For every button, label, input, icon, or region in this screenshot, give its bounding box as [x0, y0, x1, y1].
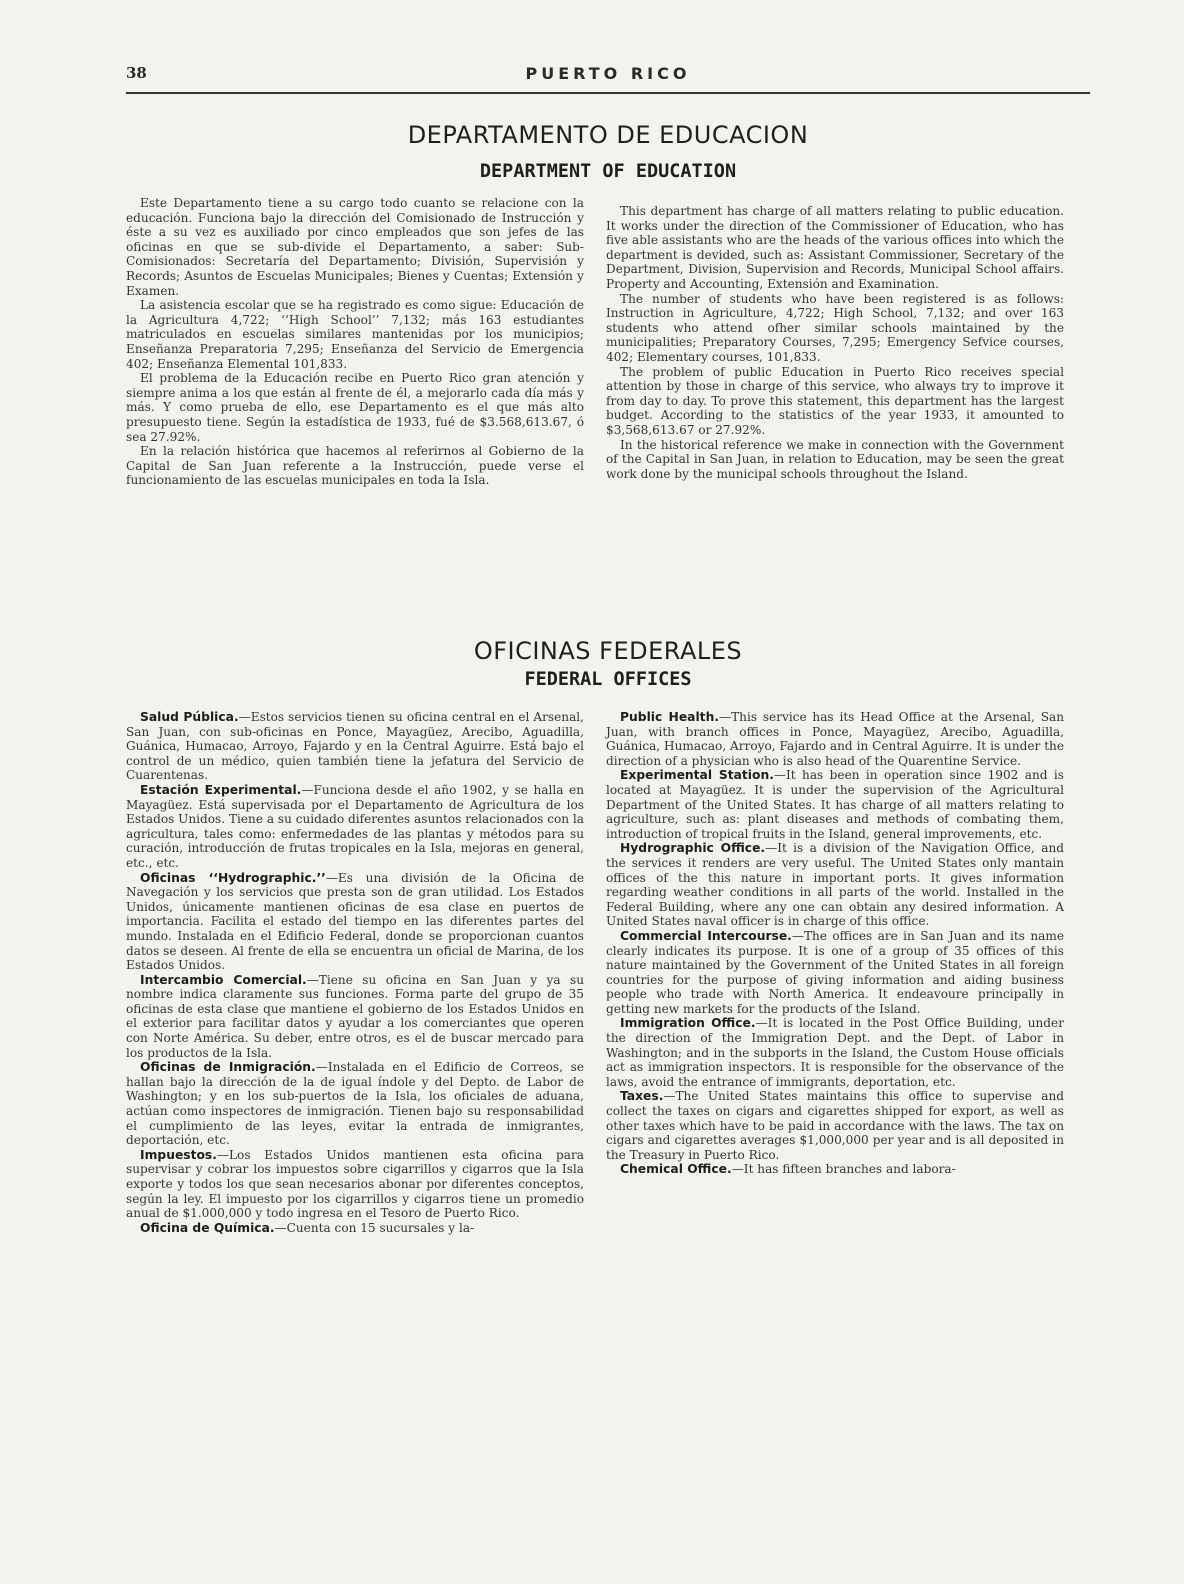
education-en-paragraph: The problem of public Education in Puerto Rico receives special attention by those in charge of this service, who always try to improve it from day to day. To prove this statement, this department has the largest budget. According to the statistics of the year 1933, it amounted to $3,568,613.67 or 27.92%.	[606, 364, 1064, 437]
education-spanish-column	[126, 196, 584, 488]
federal-en-entry	[606, 1016, 1064, 1089]
federal-es-entry	[126, 1221, 584, 1236]
entry-heading: Oficinas ‘‘Hydrographic.’’	[140, 870, 326, 885]
entry-text: —It has fifteen branches and labora-	[731, 1162, 956, 1177]
education-es-paragraph: En la relación histórica que hacemos al referirnos al Gobierno de la Capital de San Juan referente a la Instrucción, puede verse el funcionamiento de las escuelas municipales en toda la Isla.	[126, 444, 584, 488]
education-es-paragraph: Este Departamento tiene a su cargo todo cuanto se relacione con la educación. Funciona bajo la dirección del Comisionado de Instrucción y éste a su vez es auxiliado por cinco empleados que son jefes de las oficinas en que se sub-divide el Departamento, a saber: Sub-Comisionados: Secretaría del Departamento; División, Supervisión y Records; Asuntos de Escuelas Municipales; Bienes y Cuentas; Extensión y Examen.	[126, 196, 584, 298]
entry-heading: Public Health.	[620, 710, 719, 724]
entry-text: —This service has its Head Office at the Arsenal, San Juan, with branch offices in Ponce, Mayagüez, Arecibo, Aguadilla, Guánica, Humacao, Arroyo, Fajardo and in Central Aguirre. It is under the direction of a physician who is also head of the Quarentine Service.	[606, 710, 1064, 768]
page-number: 38	[126, 64, 147, 82]
federal-en-entry	[606, 1089, 1064, 1162]
federal-es-entry	[126, 783, 584, 871]
entry-text: —Estos servicios tienen su oficina central en el Arsenal, San Juan, con sub-oficinas en Ponce, Mayagüez, Arecibo, Aguadilla, Guánica, Humacao, Arroyo, Fajardo y en la Central Aguirre. Está bajo el control de un médico, quien también tiene la jefatura del Servicio de Cuarentenas.	[126, 710, 584, 783]
federal-es-entry	[126, 710, 584, 783]
education-en-paragraph: In the historical reference we make in connection with the Government of the Capital in San Juan, in relation to Education, may be seen the great work done by the municipal schools throughout the Island.	[606, 437, 1064, 481]
federal-es-entry	[126, 1148, 584, 1221]
federal-en-entry	[606, 929, 1064, 1017]
entry-heading: Intercambio Comercial.	[140, 972, 307, 987]
education-english-column	[606, 204, 1064, 481]
entry-text: —Tiene su oficina en San Juan y ya su nombre indica claramente sus funciones. Forma parte del grupo de 35 oficinas de esta clase que mantiene el gobierno de los Estados Unidos en el exterior para facilitar datos y ayudar a los comerciantes que operen con Norte América. Su deber, entre otros, es el de buscar mercado para los productos de la Isla.	[126, 972, 585, 1060]
federal-en-entry	[606, 1162, 1064, 1177]
entry-text: —Es una división de la Oficina de Navegación y los servicios que presta son de gran utilidad. Los Estados Unidos, únicamente mantienen oficinas de esa clase en puertos de importancia. Facilita el estado del tiempo en las diferentes partes del mundo. Instalada en el Edificio Federal, donde se proporcionan cuantos datos se deseen. Al frente de ella se encuentra un oficial de Marina, de los Estados Unidos.	[126, 870, 584, 973]
page-header	[126, 64, 1090, 94]
entry-text: —It is located in the Post Office Building, under the direction of the Immigration Dept. and the Dept. of Labor in Washington; and in the subports in the Island, the Custom House officials act as immigration inspectors. It is responsible for the observance of the laws, avoid the entrance of immigrants, deportation, etc.	[606, 1016, 1064, 1089]
education-es-paragraph: El problema de la Educación recibe en Puerto Rico gran atención y siempre anima a los que están al frente de él, a mejorarlo cada día más y más. Y como prueba de ello, ese Departamento es el que más alto presupuesto tiene. Según la estadística de 1933, fué de $3.568,613.67, ó sea 27.92%.	[126, 371, 584, 444]
federal-es-entry	[126, 871, 584, 973]
education-en-paragraph: The number of students who have been registered is as follows: Instruction in Agriculture, 4,722; High School, 7,132; and over 163 students who attend ofher similar schools maintained by the municipalities; Preparatory Courses, 7,295; Emergency Sefvice courses, 402; Elementary courses, 101,833.	[606, 291, 1064, 364]
entry-heading: Hydrographic Office.	[620, 841, 766, 856]
education-es-paragraph: La asistencia escolar que se ha registrado es como sigue: Educación de la Agricultura 4,722; ‘‘High School’’ 7,132; más 163 estudiantes matriculados en escuelas similares mantenidas por los municipios; Enseñanza Preparatoria 7,295; Enseñanza del Servicio de Emergencia 402; Enseñanza Elemental 101,833.	[126, 298, 584, 371]
entry-heading: Impuestos.	[140, 1147, 217, 1162]
entry-text: —It is a division of the Navigation Office, and the services it renders are very useful. The United States only mantain offices of the this nature in important ports. It gives information regarding weather conditions in all parts of the world. Installed in the Federal Building, where any one can obtain any desired information. A United States naval officer is in charge of this office.	[606, 841, 1064, 929]
entry-heading: Salud Pública.	[140, 710, 239, 724]
entry-text: —Funciona desde el año 1902, y se halla en Mayagüez. Está supervisada por el Departamento de Agricultura de los Estados Unidos. Tiene a su cuidado diferentes asuntos relacionados con la agricultura, tales como: enfermedades de las plantas y métodos para su curación, introducción de frutas tropicales en la Isla, mejoras en general, etc., etc.	[126, 782, 584, 870]
entry-heading: Experimental Station.	[620, 768, 774, 783]
federal-title-es: OFICINAS FEDERALES	[473, 637, 743, 665]
entry-text: —The offices are in San Juan and its name clearly indicates its purpose. It is one of a group of 35 offices of this nature maintained by the Government of the United States in all foreign countries for the purpose of giving information and aiding business people who trade with North America. It endeavoure principally in getting new markets for the products of the Island.	[606, 928, 1064, 1016]
federal-es-entry	[126, 1060, 584, 1148]
entry-text: —Los Estados Unidos mantienen esta oficina para supervisar y cobrar los impuestos sobre cigarrillos y cigarros que la Isla exporte y todos los que sean necesarios abonar por diferentes conceptos, según la ley. El impuesto por los cigarrillos y cigarros tiene un promedio anual de $1.000,000 y todo ingresa en el Tesoro de Puerto Rico.	[126, 1147, 584, 1221]
entry-text: —Cuenta con 15 sucursales y la-	[274, 1220, 475, 1235]
entry-heading: Immigration Office.	[620, 1016, 756, 1031]
entry-heading: Estación Experimental.	[140, 782, 302, 797]
education-title-en: DEPARTMENT OF EDUCATION	[479, 161, 737, 182]
entry-text: —It has been in operation since 1902 and is located at Mayagüez. It is under the supervision of the Agricultural Department of the United States. It has charge of all matters relating to agriculture, such as: plant diseases and methods of combating them, introduction of tropical fruits in the Island, general improvements, etc.	[606, 768, 1064, 841]
federal-english-column	[606, 710, 1064, 1177]
federal-en-entry	[606, 768, 1064, 841]
entry-text: —The United States maintains this office to supervise and collect the taxes on cigars and cigarettes shipped for export, as well as other taxes which have to be paid in accordance with the laws. The tax on cigars and cigarettes averages $1,000,000 per year and is all deposited in the Treasury in Puerto Rico.	[606, 1089, 1064, 1162]
entry-heading: Commercial Intercourse.	[620, 928, 792, 943]
education-en-paragraph: This department has charge of all matters relating to public education. It works under the direction of the Commissioner of Education, who has five able assistants who are the heads of the various offices into which the department is devided, such as: Assistant Commissioner, Secretary of the Department, Division, Supervision and Records, Municipal School affairs. Property and Accounting, Extensión and Examination.	[606, 204, 1064, 291]
entry-heading: Taxes.	[620, 1089, 664, 1104]
entry-text: —Instalada en el Edificio de Correos, se hallan bajo la dirección de la de igual índole y del Depto. de Labor de Washington; y en los sub-puertos de la Isla, los oficiales de aduana, actúan como inspectores de inmigración. Tienen bajo su responsabilidad el cumplimiento de las leyes, evitar la entrada de inmigrantes, deportación, etc.	[126, 1060, 584, 1148]
running-title: PUERTO RICO	[525, 64, 691, 83]
entry-heading: Oficinas de Inmigración.	[140, 1060, 316, 1075]
federal-es-entry	[126, 973, 584, 1061]
entry-heading: Oficina de Química.	[140, 1220, 275, 1235]
entry-heading: Chemical Office.	[620, 1162, 732, 1177]
federal-title-en: FEDERAL OFFICES	[524, 669, 692, 690]
federal-en-entry	[606, 710, 1064, 768]
education-title-es: DEPARTAMENTO DE EDUCACION	[407, 121, 809, 149]
federal-spanish-column	[126, 710, 584, 1235]
federal-en-entry	[606, 841, 1064, 929]
header-rule	[126, 92, 1090, 94]
